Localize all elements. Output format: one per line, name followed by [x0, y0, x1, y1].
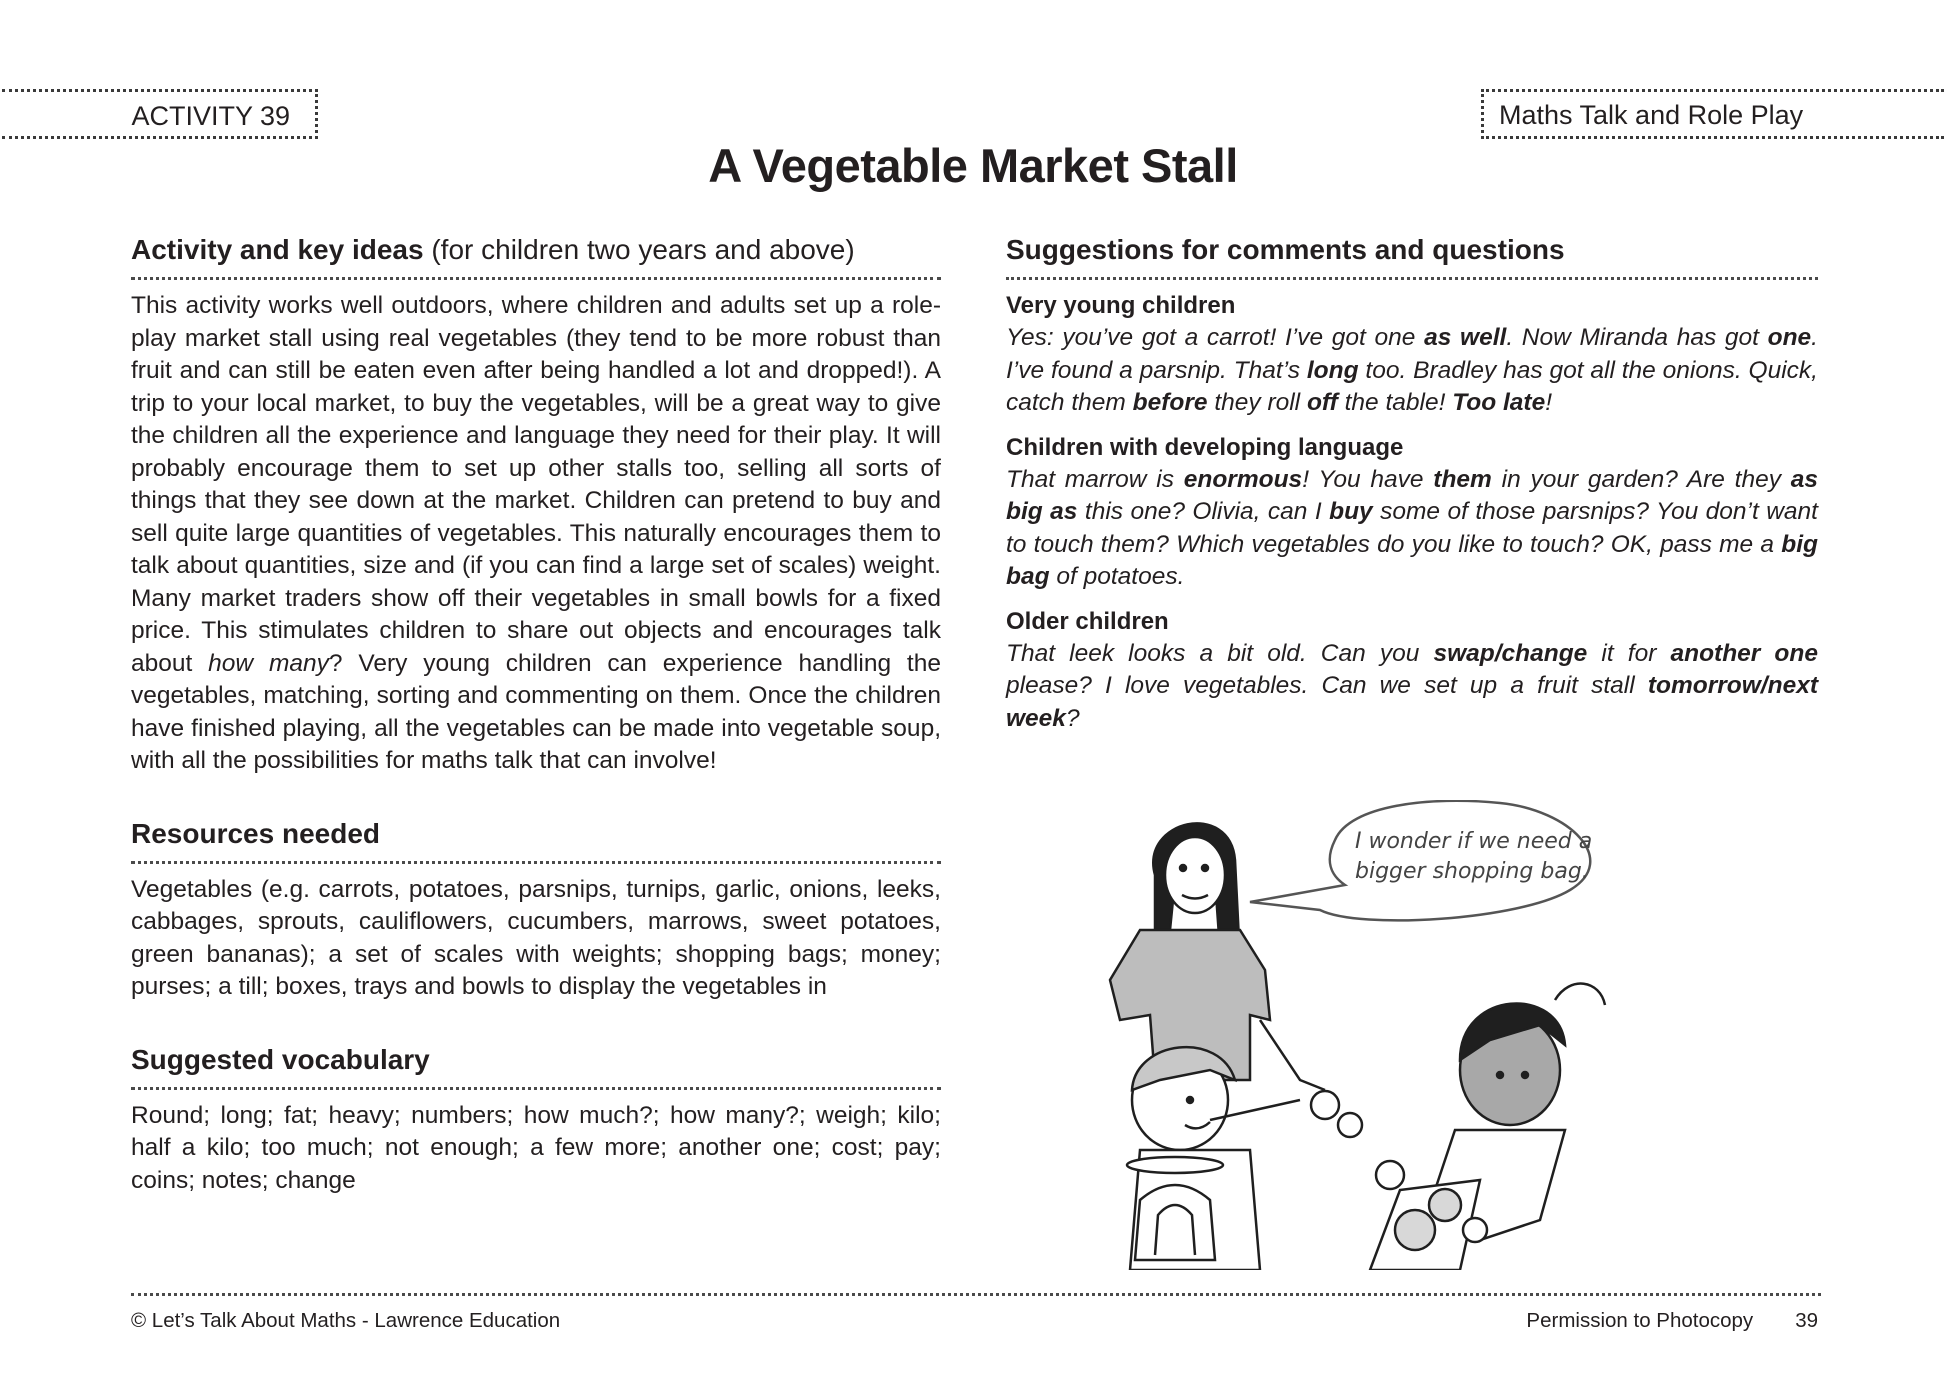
tag-border-left [1481, 89, 1484, 139]
page-number: 39 [1795, 1309, 1818, 1332]
text-segment: ? [1065, 704, 1080, 732]
suggestion-text [1006, 322, 1818, 420]
emphasis-text: big bag [1006, 530, 1818, 590]
emphasis-text: swap/change [1433, 639, 1588, 667]
text-segment: the table! [1337, 389, 1453, 416]
potato-icon [1376, 1161, 1404, 1189]
vocabulary-body: Round; long; fat; heavy; numbers; how much?; how many?; weigh; kilo; half a kilo; too much; not enough; a few more; another one; cost; pay; coins; notes; change [131, 1101, 941, 1194]
category-label: Maths Talk and Role Play [1499, 100, 1804, 130]
activity-body-part-2: ? Very young children can experience handling the vegetables, matching, sorting and commenting on them. Once the children have finished playing, all the vegetables can be made into vegetable soup, with all the possibilities for maths talk that can involve! [131, 649, 941, 774]
text-segment: . Now Miranda has got [1506, 324, 1768, 351]
adult-face [1165, 837, 1225, 913]
section-divider [131, 277, 941, 280]
activity-body [131, 290, 941, 778]
emphasis-text: them [1433, 465, 1492, 493]
emphasis-text: another one [1670, 639, 1818, 667]
activity-body-part-1: This activity works well outdoors, where children and adults set up a role-play market stall using real vegetables (they tend to be more robust than fruit and can still be eaten even after being handled a lot and dropped!). A trip to your local market, to buy the vegetables, will be a great way to give the children all the experience and language they need for their play. It will probably encourage them to set up other stalls too, selling all sorts of things that they see down at the market. Children can pretend to buy and sell quite large quantities of vegetables. This naturally encourages them to talk about quantities, size and (if you can find a large set of scales) weight. Many market traders show off their vegetables in small bowls for a fixed price. This stimulates children to share out objects and encourages talk about [131, 292, 941, 677]
activity-heading-text: Activity and key ideas [131, 234, 424, 265]
text-segment: ! You have [1302, 465, 1434, 493]
suggestion-subheading: Very young children [1006, 292, 1236, 319]
suggestion-group-developing-language [1006, 432, 1818, 594]
potato-icon [1429, 1189, 1461, 1221]
section-divider [1006, 277, 1818, 280]
suggestion-text [1006, 464, 1818, 594]
emphasis-text: Too late [1452, 389, 1546, 416]
activity-body-emphasis: how many [208, 649, 329, 677]
potato-icon [1338, 1113, 1362, 1137]
adult-figure [1110, 823, 1325, 1090]
text-segment: this one? Olivia, can I [1077, 498, 1330, 525]
emphasis-text: enormous [1183, 465, 1303, 493]
page-title: A Vegetable Market Stall [708, 139, 1238, 192]
text-segment: That marrow is [1006, 465, 1184, 493]
footer-divider [131, 1293, 1821, 1296]
tag-border-right [315, 89, 318, 139]
emphasis-text: long [1306, 356, 1359, 384]
emphasis-text: before [1132, 389, 1208, 416]
girl-ponytail [1555, 984, 1605, 1005]
suggestions-heading: Suggestions for comments and questions [1006, 234, 1565, 265]
text-segment: in your garden? Are they [1491, 465, 1791, 493]
text-segment: they roll [1207, 389, 1307, 416]
suggestion-group-older [1006, 606, 1818, 736]
market-stall-illustration [1100, 800, 1740, 1270]
text-segment: of potatoes. [1049, 563, 1185, 590]
activity-number-tag [0, 89, 318, 139]
text-segment: please? I love vegetables. Can we set up a fruit stall [1006, 672, 1648, 699]
left-column [131, 232, 941, 1197]
speech-line-2: bigger shopping bag. [1355, 859, 1589, 884]
tag-border-top [1481, 89, 1944, 92]
vocabulary-section [131, 1042, 941, 1198]
text-segment: Yes: you’ve got a carrot! I’ve got one [1006, 324, 1425, 351]
emphasis-text: one [1767, 324, 1812, 351]
potato-icon [1311, 1091, 1339, 1119]
activity-heading-note: (for children two years and above) [431, 234, 855, 265]
text-segment: it for [1587, 639, 1671, 667]
vocabulary-heading: Suggested vocabulary [131, 1043, 430, 1075]
right-column [1006, 232, 1818, 735]
text-segment: some of those parsnips? You don’t want to touch them? Which vegetables do you like to touch? OK, pass me a [1006, 498, 1818, 558]
tag-border-top [2, 89, 318, 92]
emphasis-text: off [1306, 389, 1338, 416]
activity-heading [131, 232, 941, 268]
footer-right [1526, 1309, 1818, 1333]
suggestion-subheading: Children with developing language [1006, 433, 1404, 461]
text-segment: That leek looks a bit old. Can you [1006, 639, 1434, 667]
adult-arm [1260, 1020, 1325, 1090]
potato-icon [1395, 1210, 1435, 1250]
resources-body: Vegetables (e.g. carrots, potatoes, parsnips, turnips, garlic, onions, leeks, cabbages, sprouts, cauliflowers, cucumbers, marrows, sweet potatoes, green bananas); a set of scales with weights; shopping bags; money; purses; a till; boxes, trays and bowls to display the vegetables in [131, 875, 941, 1000]
emphasis-text: as big as [1006, 465, 1819, 525]
footer-copyright: © Let’s Talk About Maths - Lawrence Education [131, 1309, 561, 1332]
text-segment: ! [1545, 389, 1553, 416]
activity-label: ACTIVITY 39 [131, 101, 290, 131]
resources-heading: Resources needed [131, 817, 380, 849]
emphasis-text: buy [1329, 498, 1373, 525]
speech-line-1: I wonder if we need a [1355, 829, 1593, 854]
resources-section [131, 816, 941, 1004]
speech-bubble [1250, 801, 1592, 921]
section-divider [131, 1087, 941, 1090]
potato-icon [1463, 1218, 1487, 1242]
suggestion-subheading: Older children [1006, 607, 1169, 635]
suggestion-group-very-young [1006, 290, 1818, 420]
footer-permission: Permission to Photocopy [1526, 1309, 1754, 1332]
suggestion-text [1006, 638, 1818, 736]
text-segment: too. Bradley has got all the onions. Quick, catch them [1006, 356, 1818, 416]
emphasis-text: tomorrow/next week [1006, 672, 1818, 732]
activity-section [131, 232, 941, 778]
emphasis-text: as well [1424, 324, 1507, 351]
category-tag [1481, 89, 1946, 139]
text-segment: . I’ve found a parsnip. That’s [1006, 324, 1818, 384]
section-divider [131, 861, 941, 864]
